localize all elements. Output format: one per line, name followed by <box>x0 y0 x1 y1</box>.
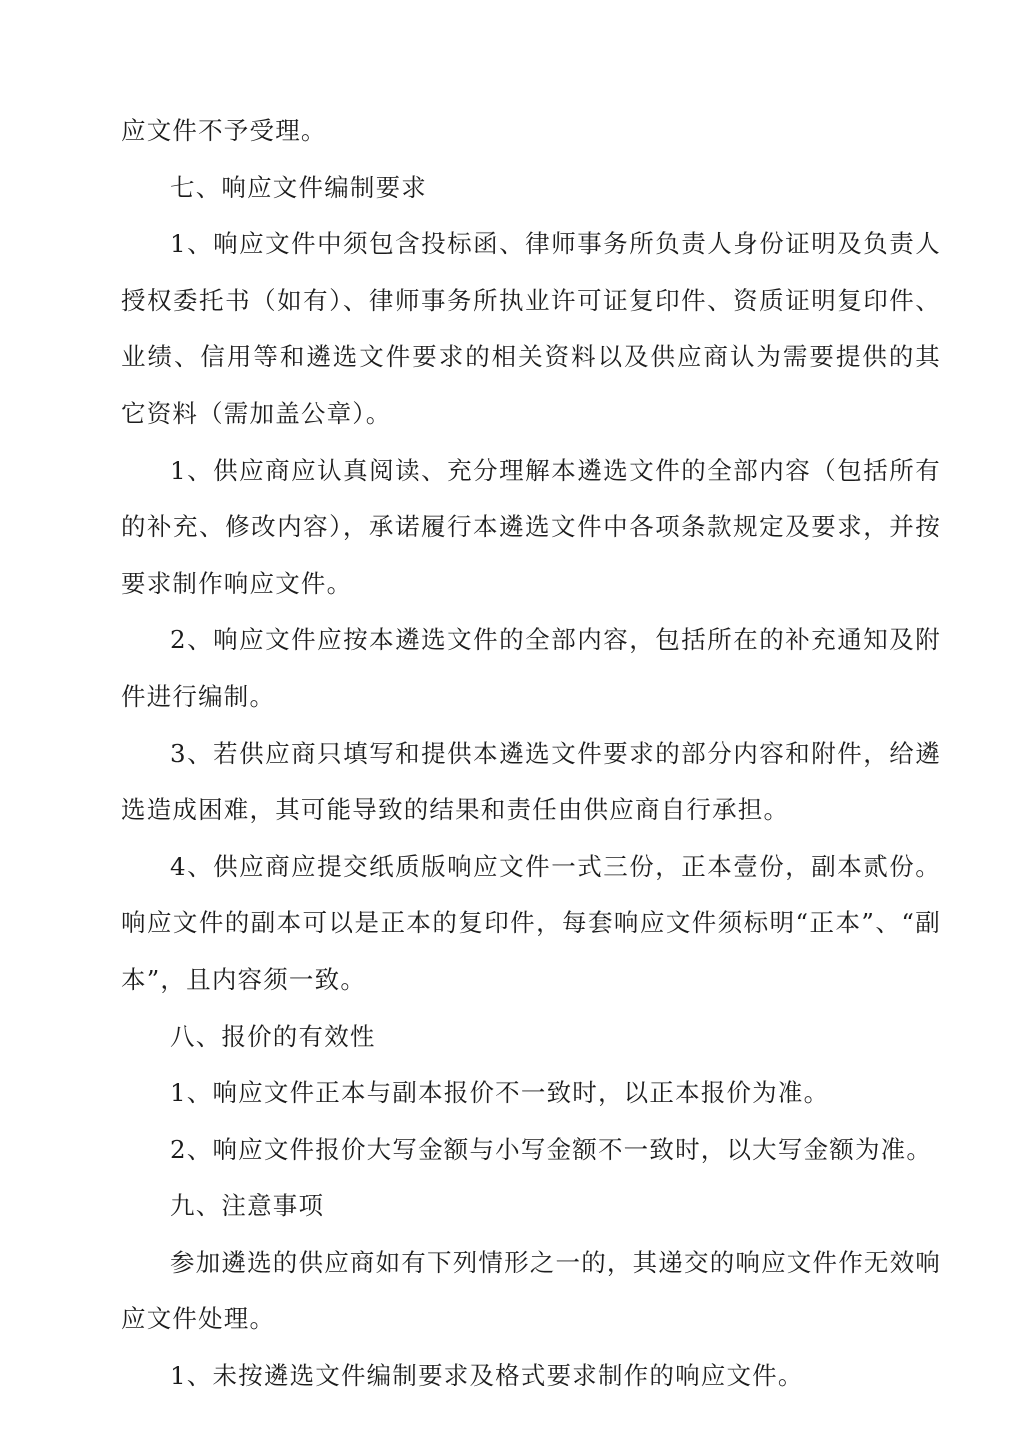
body-paragraph: 参加遴选的供应商如有下列情形之一的，其递交的响应文件作无效响应文件处理。 <box>121 1247 941 1334</box>
body-paragraph: 1、响应文件正本与副本报价不一致时，以正本报价为准。 <box>170 1078 830 1108</box>
body-paragraph: 1、未按遴选文件编制要求及格式要求制作的响应文件。 <box>170 1361 804 1391</box>
section-heading-7: 七、响应文件编制要求 <box>170 172 427 202</box>
body-paragraph: 2、响应文件应按本遴选文件的全部内容，包括所在的补充通知及附件进行编制。 <box>121 625 941 711</box>
body-paragraph: 3、若供应商只填写和提供本遴选文件要求的部分内容和附件，给遴选造成困难，其可能导致的结果和责任由供应商自行承担。 <box>121 738 941 825</box>
document-body <box>121 103 941 1405</box>
section-heading-9: 九、注意事项 <box>170 1191 325 1221</box>
body-paragraph: 2、响应文件报价大写金额与小写金额不一致时，以大写金额为准。 <box>170 1134 933 1164</box>
section-heading-8: 八、报价的有效性 <box>170 1021 376 1051</box>
continuation-paragraph: 应文件不予受理。 <box>121 116 327 145</box>
body-paragraph: 1、响应文件中须包含投标函、律师事务所负责人身份证明及负责人授权委托书（如有）、律师事务所执业许可证复印件、资质证明复印件、业绩、信用等和遴选文件要求的相关资料以及供应商认为需要提供的其它资料（需加盖公章）。 <box>121 229 941 428</box>
body-paragraph: 1、供应商应认真阅读、充分理解本遴选文件的全部内容（包括所有的补充、修改内容），承诺履行本遴选文件中各项条款规定及要求，并按要求制作响应文件。 <box>121 455 941 598</box>
body-paragraph: 4、供应商应提交纸质版响应文件一式三份，正本壹份，副本贰份。响应文件的副本可以是正本的复印件，每套响应文件须标明“正本”、“副本”，且内容须一致。 <box>121 851 941 994</box>
